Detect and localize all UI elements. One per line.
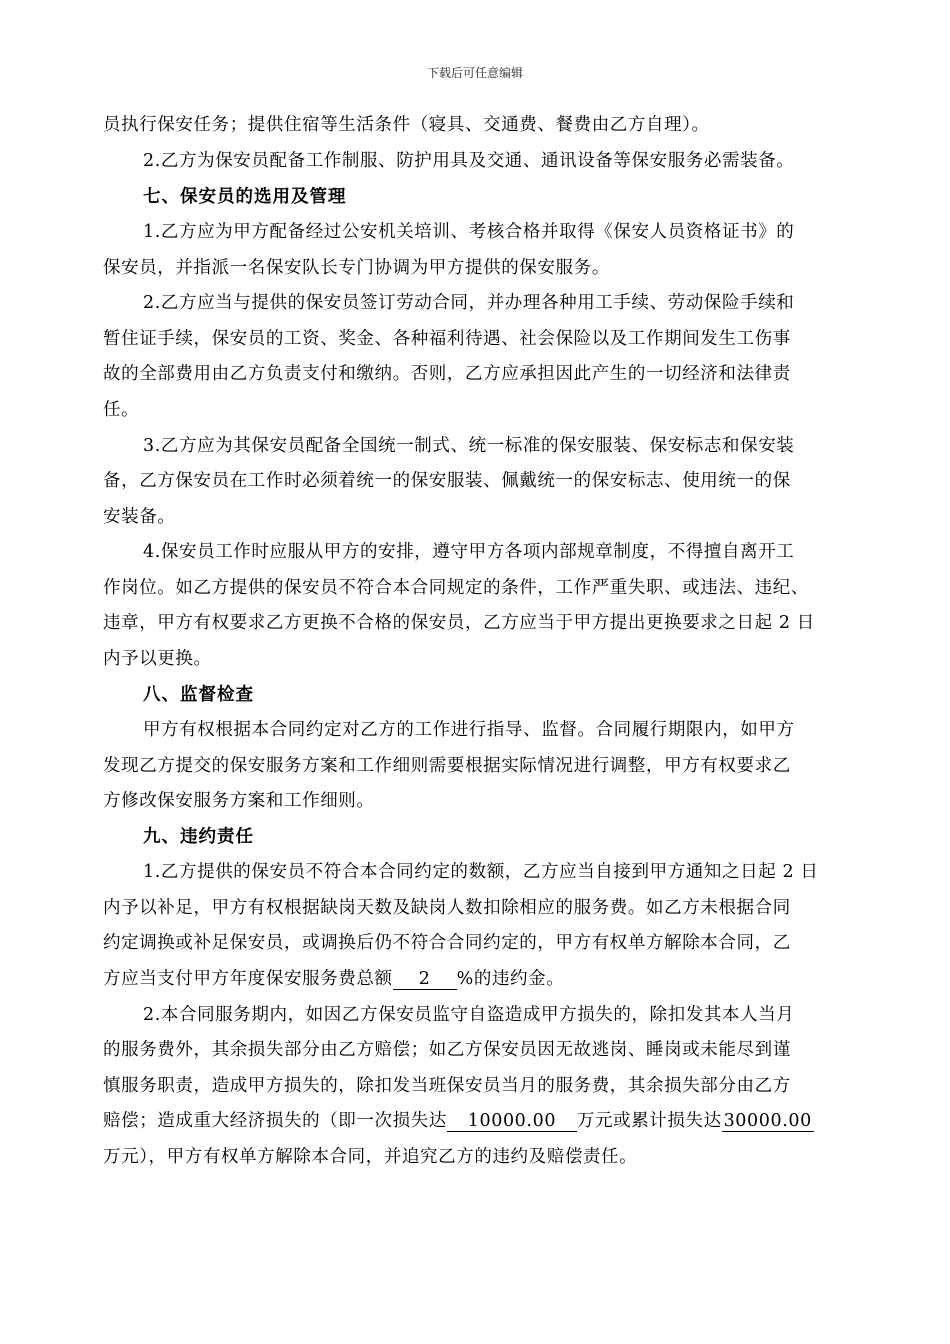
text-line: 员执行保安任务；提供住宿等生活条件（寝具、交通费、餐费由乙方自理）。 (103, 115, 710, 135)
page-header: 下载后可任意编辑 (426, 66, 523, 80)
text-line: 违章，甲方有权要求乙方更换不合格的保安员，乙方应当于甲方提出更换要求之日起 2 日 (103, 613, 815, 633)
text-segment: %的违约金。 (456, 969, 565, 989)
text-line: 暂住证手续，保安员的工资、奖金、各种福利待遇、社会保险以及工作期间发生工伤事 (103, 329, 791, 349)
text-line: 安装备。 (103, 507, 176, 527)
text-line: 2.本合同服务期内，如因乙方保安员监守自盗造成甲方损失的，除扣发其本人当月 (143, 1005, 795, 1025)
text-line: 备，乙方保安员在工作时必须着统一的保安服装、佩戴统一的保安标志、使用统一的保 (103, 471, 791, 491)
single-loss-field: 10000.00 (447, 1111, 577, 1132)
text-line: 任。 (103, 400, 140, 420)
text-line: 内予以更换。 (103, 649, 212, 669)
text-line: 2.乙方为保安员配备工作制服、防护用具及交通、通讯设备等保安服务必需装备。 (143, 151, 795, 171)
text-segment: 方应当支付甲方年度保安服务费总额 (103, 969, 393, 989)
text-line: 2.乙方应当与提供的保安员签订劳动合同，并办理各种用工手续、劳动保险手续和 (143, 293, 795, 313)
text-line: 保安员，并指派一名保安队长专门协调为甲方提供的保安服务。 (103, 258, 610, 278)
section-heading-7: 七、保安员的选用及管理 (143, 187, 347, 207)
text-line: 1.乙方应为甲方配备经过公安机关培训、考核合格并取得《保安人员资格证书》的 (143, 222, 795, 242)
text-line: 3.乙方应为其保安员配备全国统一制式、统一标准的保安服装、保安标志和保安装 (143, 436, 795, 456)
text-line: 内予以补足，甲方有权根据缺岗天数及缺岗人数扣除相应的服务费。如乙方未根据合同 (103, 898, 791, 918)
text-line: 方修改保安服务方案和工作细则。 (103, 791, 375, 811)
section-heading-8: 八、监督检查 (143, 685, 254, 705)
text-line: 故的全部费用由乙方负责支付和缴纳。否则，乙方应承担因此产生的一切经济和法律责 (103, 364, 791, 384)
section-heading-9: 九、违约责任 (143, 827, 254, 847)
text-segment: 万元或累计损失达 (576, 1111, 722, 1131)
text-line: 发现乙方提交的保安服务方案和工作细则需要根据实际情况进行调整，甲方有权要求乙 (103, 756, 791, 776)
text-line (103, 967, 564, 991)
text-line: 慎服务职责，造成甲方损失的，除扣发当班保安员当月的服务费，其余损失部分由乙方 (103, 1076, 791, 1096)
text-line: 4.保安员工作时应服从甲方的安排，遵守甲方各项内部规章制度，不得擅自离开工 (143, 542, 795, 562)
text-line: 万元），甲方有权单方解除本合同，并追究乙方的违约及赔偿责任。 (103, 1147, 638, 1167)
text-line: 甲方有权根据本合同约定对乙方的工作进行指导、监督。合同履行期限内，如甲方 (143, 720, 795, 740)
text-line: 的服务费外，其余损失部分由乙方赔偿；如乙方保安员因无故逃岗、睡岗或未能尽到谨 (103, 1040, 791, 1060)
text-line (103, 1109, 814, 1133)
text-line: 1.乙方提供的保安员不符合本合同约定的数额，乙方应当自接到甲方通知之日起 2 日 (143, 862, 819, 882)
text-line: 作岗位。如乙方提供的保安员不符合本合同规定的条件，工作严重失职、或违法、违纪、 (103, 578, 809, 598)
penalty-percent-field: 2 (393, 969, 457, 990)
cumulative-loss-field: 30000.00 (723, 1111, 812, 1131)
text-line: 约定调换或补足保安员，或调换后仍不符合合同约定的，甲方有权单方解除本合同，乙 (103, 933, 791, 953)
text-segment: 赔偿；造成重大经济损失的（即一次损失达 (103, 1111, 447, 1131)
